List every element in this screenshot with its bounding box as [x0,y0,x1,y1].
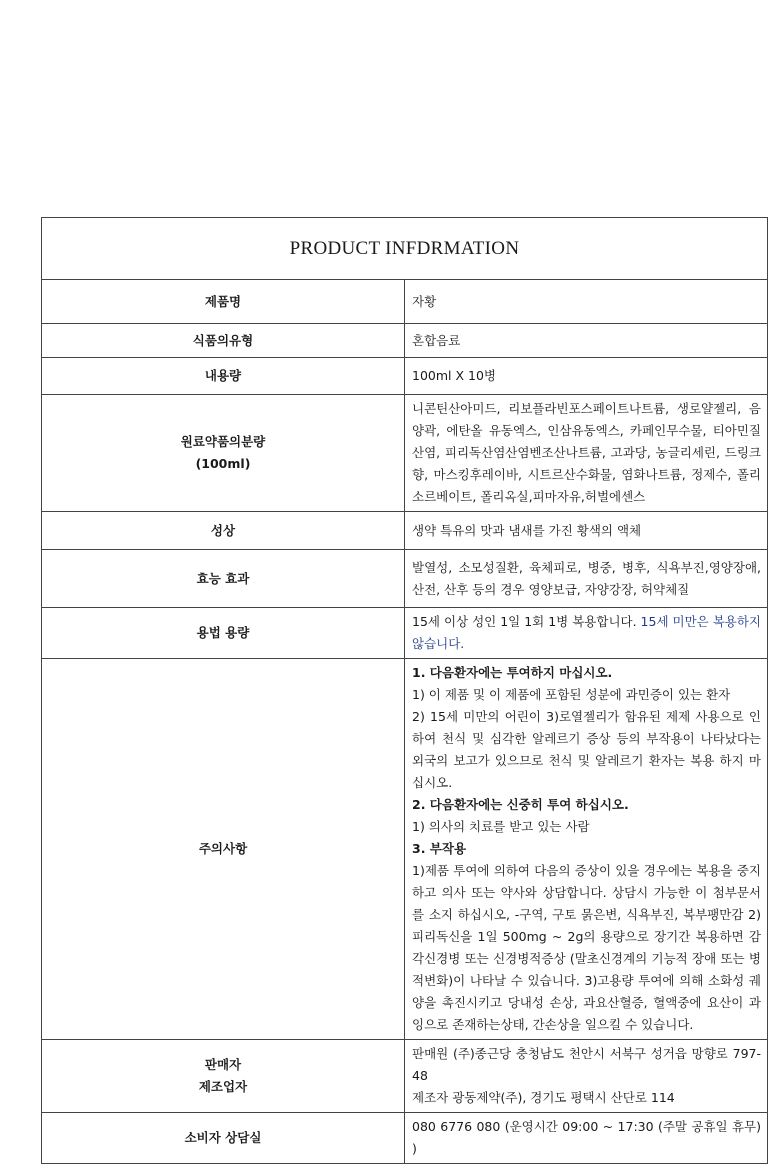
precautions-item-3: 1) 의사의 치료를 받고 있는 사람 [412,819,590,834]
food-type-value: 혼합음료 [405,324,768,358]
product-name-value: 자황 [405,280,768,324]
volume-label: 내용량 [42,358,405,395]
row-seller [42,1040,768,1113]
row-volume [42,358,768,395]
ingredients-label-line2: (100ml) [195,456,251,471]
product-info-table [41,217,768,1164]
row-precautions [42,659,768,1040]
row-consumer [42,1113,768,1164]
product-name-label: 제품명 [42,280,405,324]
row-dosage [42,608,768,659]
precautions-item-2: 2) 15세 미만의 어린이 3)로열젤리가 함유된 제제 사용으로 인하여 천식 및 심각한 알레르기 증상 등의 부작용이 나타났다는 외국의 보고가 있으므로 천식 및 알레르기 환자는 복용 하지 마십시오. [412,709,761,790]
dosage-text: 15세 이상 성인 1일 1회 1병 복용합니다. [412,614,641,629]
seller-line-2: 제조자 광동제약(주), 경기도 평택시 산단로 114 [412,1090,675,1105]
seller-label-line1: 판매자 [204,1057,242,1072]
precautions-label: 주의사항 [42,659,405,1040]
dosage-value [405,608,768,659]
precautions-value [405,659,768,1040]
row-efficacy [42,550,768,608]
seller-label-line2: 제조업자 [198,1079,248,1094]
dosage-warning-text: 15세 미만은 복용하지 않습니다. [412,614,762,651]
appearance-label: 성상 [42,512,405,550]
precautions-item-4: 1)제품 투여에 의하여 다음의 증상이 있을 경우에는 복용을 중지하고 의사 또는 약사와 상담합니다. 상담시 가능한 이 첨부문서를 소지 하십시오, -구역, 구토 묽은변, 식욕부진, 복부팽만감 2) 피리독신을 1일 500mg ~ 2g의 용량으로 장기간 복용하면 감각신경병 또는 신경병적증상 (말초신경계의 기능적 장애 또는 병적변화)이 나타날 수 있습니다. 3)고용량 투여에 의해 소화성 궤양을 촉진시키고 당내성 손상, 과요산혈증, 혈액중에 요산이 과잉으로 존재하는상태, 간손상을 일으킬 수 있습니다. [412,863,761,1032]
page-title: PRODUCT INFDRMATION [42,218,768,280]
precautions-heading-3: 3. 부작용 [412,841,467,856]
appearance-value: 생약 특유의 맛과 냄새를 가진 황색의 액체 [405,512,768,550]
title-row [42,218,768,280]
precautions-heading-2: 2. 다음환자에는 신중히 투여 하십시오. [412,797,629,812]
seller-value [405,1040,768,1113]
seller-label [42,1040,405,1113]
consumer-value: 080 6776 080 (운영시간 09:00 ~ 17:30 (주말 공휴일 휴무) ) [405,1113,768,1164]
consumer-label: 소비자 상담실 [42,1113,405,1164]
ingredients-label-line1: 원료약품의분량 [180,434,266,449]
dosage-label: 용법 용량 [42,608,405,659]
ingredients-value: 니콘틴산아미드, 리보플라빈포스페이트나트륨, 생로얄젤리, 음양곽, 에탄올 유동엑스, 인삼유동엑스, 카페인무수물, 티아민질산염, 피리독산염산염벤조산나트륨, 고과당, 농글리세린, 드링크향, 마스킹후레이바, 시트르산수화물, 염화나트륨, 정제수, 폴리소르베이트, 폴리옥실,피마자유,허벌에센스 [405,395,768,512]
precautions-heading-1: 1. 다음환자에는 투여하지 마십시오. [412,665,613,680]
efficacy-value: 발열성, 소모성질환, 육체피로, 병중, 병후, 식욕부진,영양장애, 산전, 산후 등의 경우 영양보급, 자양강장, 허약체질 [405,550,768,608]
ingredients-label [42,395,405,512]
row-ingredients [42,395,768,512]
seller-line-1: 판매원 (주)종근당 충청남도 천안시 서북구 성거읍 망향로 797-48 [412,1046,761,1083]
volume-value: 100ml X 10병 [405,358,768,395]
food-type-label: 식품의유형 [42,324,405,358]
row-appearance [42,512,768,550]
row-product-name [42,280,768,324]
precautions-item-1: 1) 이 제품 및 이 제품에 포함된 성분에 과민증이 있는 환자 [412,687,731,702]
row-food-type [42,324,768,358]
efficacy-label: 효능 효과 [42,550,405,608]
